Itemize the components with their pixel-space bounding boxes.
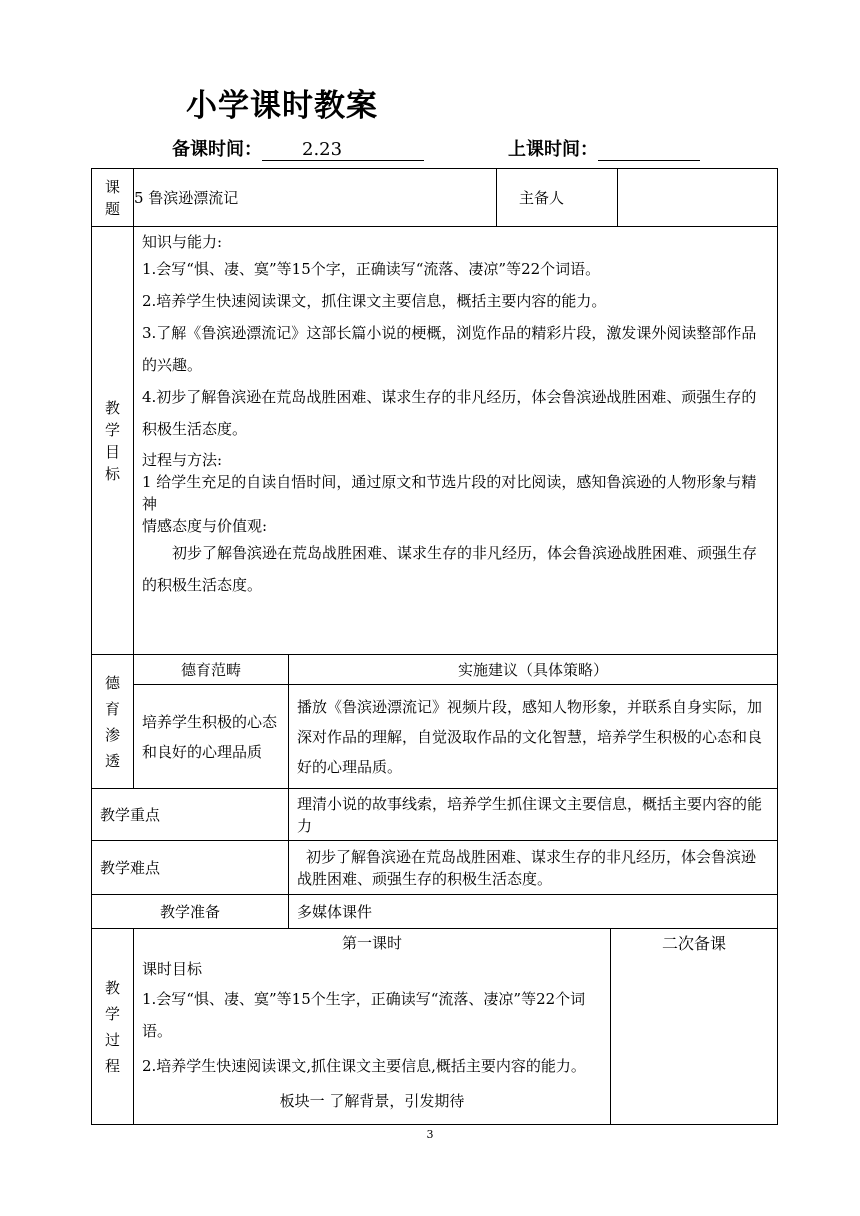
goals-label: 教学目标: [92, 227, 134, 655]
process-row: [92, 929, 778, 1125]
goals-line: 1.会写“惧、凄、寞”等15个字，正确读写“流落、凄凉”等22个词语。: [142, 260, 601, 278]
goals-line: 2.培养学生快速阅读课文，抓住课文主要信息，概括主要内容的能力。: [142, 292, 607, 310]
process-line: 课时目标: [142, 960, 203, 978]
goals-row: [92, 227, 778, 655]
moral-category: 培养学生积极的心态和良好的心理品质: [134, 685, 289, 789]
goals-line: 情感态度与价值观:: [142, 517, 268, 535]
moral-label: 德育渗透: [92, 655, 134, 789]
key-points-row: [92, 789, 778, 841]
key-points-label: 教学重点: [92, 789, 289, 841]
goals-line: 3.了解《鲁滨逊漂流记》这部长篇小说的梗概，浏览作品的精彩片段，激发课外阅读整部作品的兴趣。: [142, 324, 757, 374]
goals-line: 知识与能力:: [142, 233, 223, 251]
goals-line: 过程与方法:: [142, 451, 223, 469]
moral-category-header: 德育范畴: [134, 655, 289, 685]
process-line: 2.培养学生快速阅读课文,抓住课文主要信息,概括主要内容的能力。: [142, 1057, 586, 1075]
key-points-value: 理清小说的故事线索，培养学生抓住课文主要信息，概括主要内容的能力: [289, 789, 778, 841]
process-content: [134, 929, 611, 1125]
prep-time-value: 2.23: [262, 139, 424, 161]
difficulties-row: [92, 841, 778, 895]
moral-header-row: [92, 655, 778, 685]
document-title: 小学课时教案: [186, 88, 378, 124]
difficulties-value: 初步了解鲁滨逊在荒岛战胜困难、谋求生存的非凡经历，体会鲁滨逊战胜困难、顽强生存的积极生活态度。: [289, 841, 778, 895]
goals-content: [134, 227, 778, 655]
class-time-value: [598, 139, 700, 161]
process-label: 教学过程: [92, 929, 134, 1125]
second-prep-label: 二次备课: [611, 929, 778, 1125]
preparation-label: 教学准备: [92, 895, 289, 929]
goals-line: 4.初步了解鲁滨逊在荒岛战胜困难、谋求生存的非凡经历，体会鲁滨逊战胜困难、顽强生存的积极生活态度。: [142, 388, 757, 438]
block-title: 板块一 了解背景，引发期待: [279, 1092, 465, 1110]
goals-line: 初步了解鲁滨逊在荒岛战胜困难、谋求生存的非凡经历，体会鲁滨逊战胜困难、顽强生存的积极生活态度。: [142, 544, 758, 594]
class-time-label: 上课时间：: [508, 139, 598, 160]
topic-row: [92, 169, 778, 227]
topic-value: 5 鲁滨逊漂流记: [134, 169, 497, 227]
page-number: 3: [426, 1128, 434, 1141]
preparation-row: [92, 895, 778, 929]
session-title: 第一课时: [341, 934, 402, 952]
moral-content-row: [92, 685, 778, 789]
process-line: 1.会写“惧、凄、寞”等15个生字，正确读写“流落、凄凉”等22个词语。: [142, 990, 586, 1040]
class-time: [508, 135, 700, 161]
topic-label: 课题: [92, 169, 134, 227]
moral-suggestion-header: 实施建议（具体策略）: [289, 655, 778, 685]
preparation-value: 多媒体课件: [289, 895, 778, 929]
prep-time: [172, 135, 424, 161]
lead-label: 主备人: [497, 169, 618, 227]
lesson-plan-table: [91, 168, 778, 1125]
difficulties-label: 教学难点: [92, 841, 289, 895]
moral-suggestion: 播放《鲁滨逊漂流记》视频片段，感知人物形象，并联系自身实际，加深对作品的理解，自觉汲取作品的文化智慧，培养学生积极的心态和良好的心理品质。: [289, 685, 778, 789]
prep-time-label: 备课时间：: [172, 139, 262, 160]
goals-line: 1 给学生充足的自读自悟时间，通过原文和节选片段的对比阅读，感知鲁滨逊的人物形象与精神: [142, 473, 757, 513]
lead-value: [618, 169, 778, 227]
